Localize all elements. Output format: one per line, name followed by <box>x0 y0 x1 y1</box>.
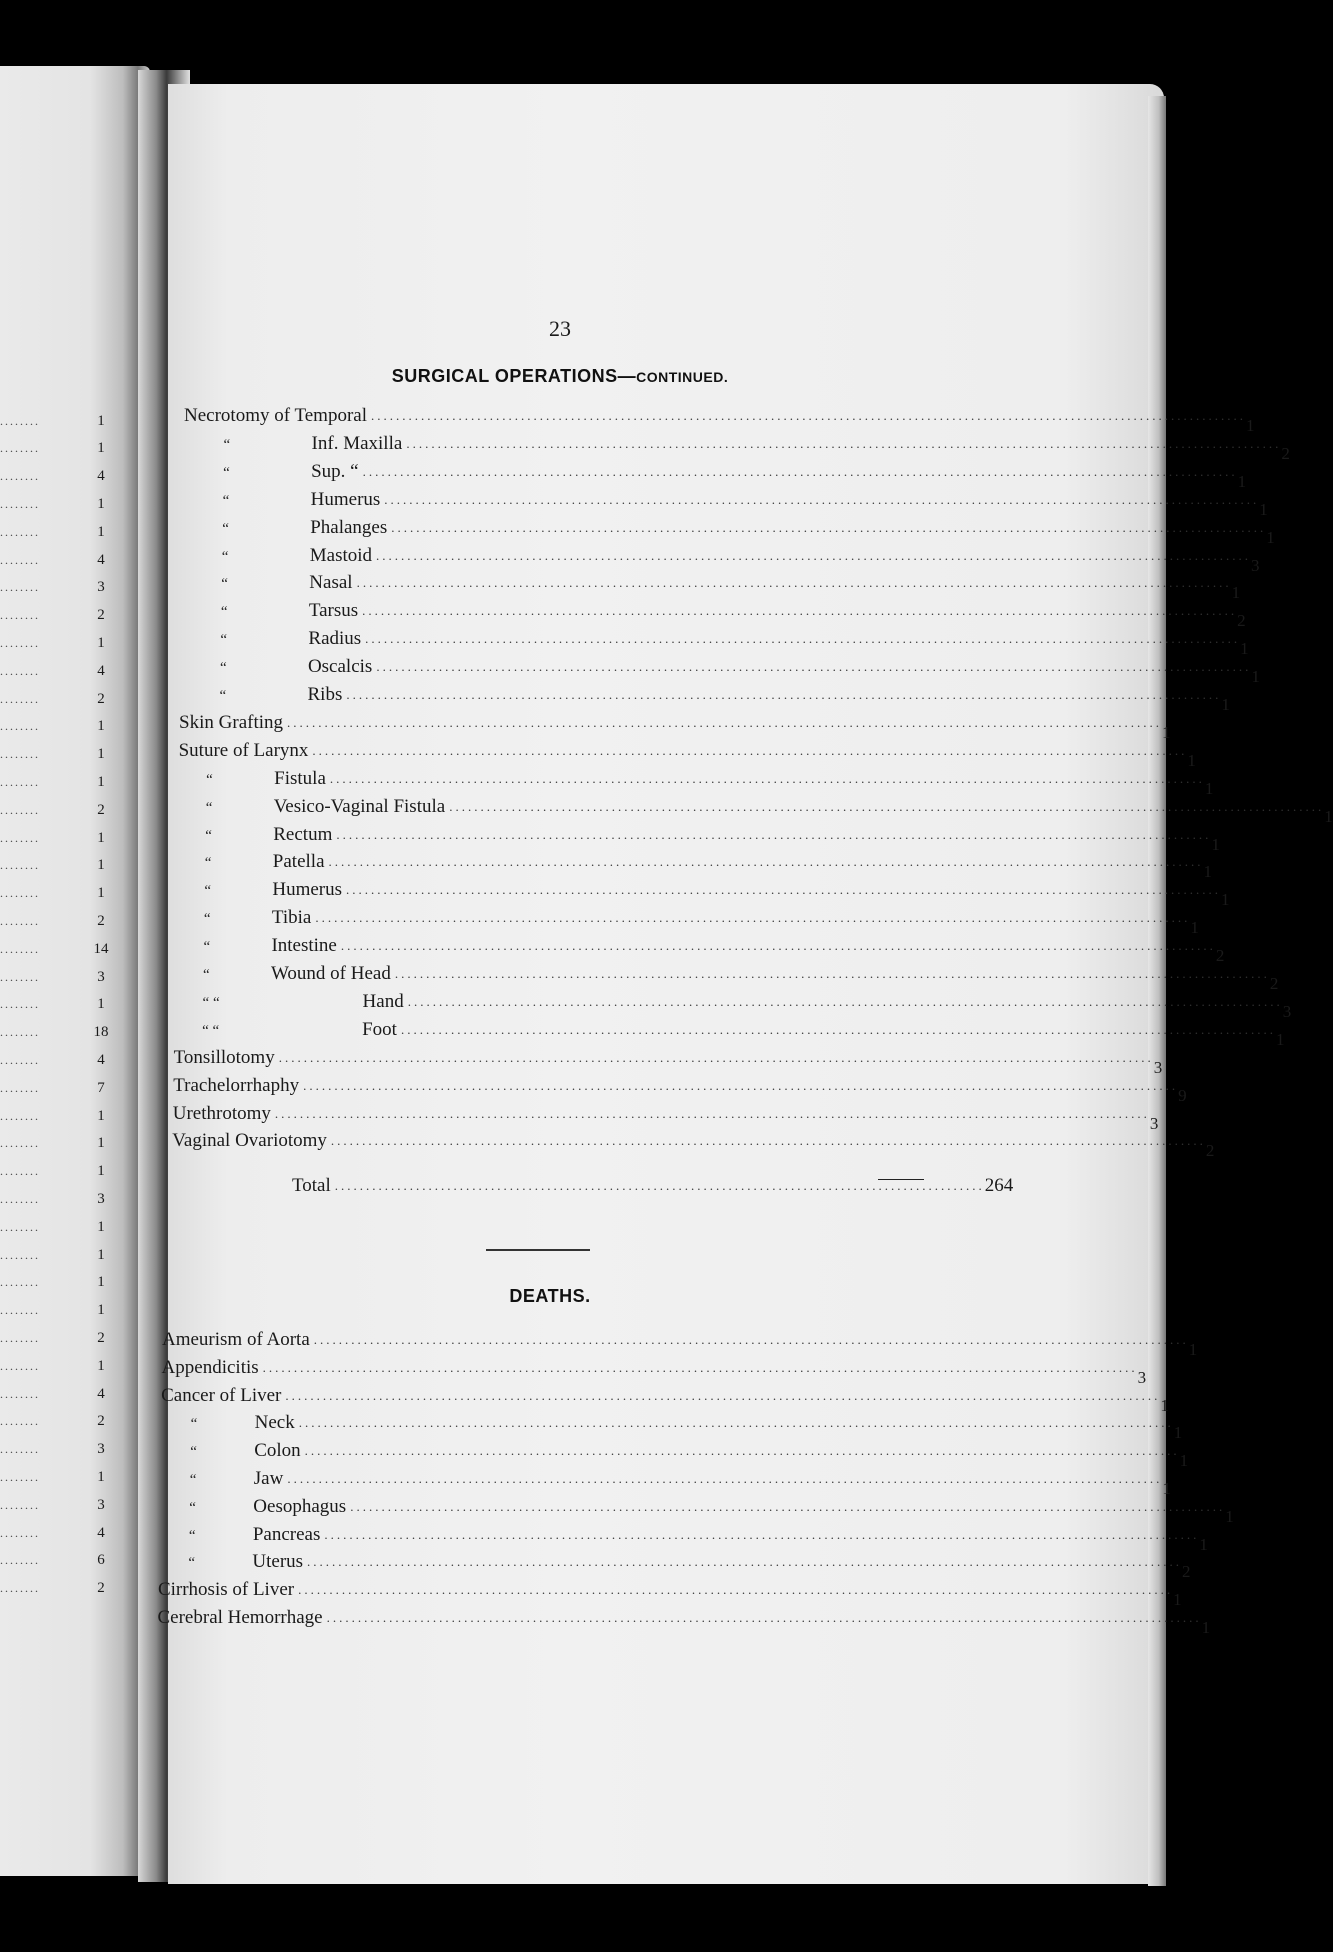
left-page-value: 1 <box>97 1468 105 1485</box>
list-item: “ Uterus ............................................................................................................................................ 2 <box>188 1551 1191 1582</box>
item-count: 1 <box>1188 1340 1198 1359</box>
leader-dots: ............................................................................................................................................ <box>274 1105 1150 1121</box>
leader-dots: ............................................................................................................................................ <box>298 1415 1174 1431</box>
leader-dots: ........ <box>0 1581 40 1596</box>
leader-dots: ............................................................................................................................................ <box>356 575 1232 591</box>
item-label: Neck <box>254 1412 295 1434</box>
leader-dots: ........ <box>0 496 40 511</box>
left-page-row <box>0 1133 112 1155</box>
left-page-value: 2 <box>97 1413 105 1430</box>
left-page-value: 1 <box>97 1246 105 1263</box>
item-label: Ameurism of Aorta <box>162 1329 310 1350</box>
page-number: 23 <box>549 316 571 341</box>
left-page-row <box>0 1522 112 1544</box>
list-item: “ Oscalcis ............................................................................................................................................ 1 <box>219 656 1260 687</box>
leader-dots: ........ <box>0 1136 40 1151</box>
list-item: “ Tarsus ............................................................................................................................................ 2 <box>220 600 1246 631</box>
item-count: 1 <box>1259 499 1268 519</box>
surgical-operations-heading <box>300 366 820 387</box>
leader-dots: ............................................................................................................................................ <box>407 993 1283 1009</box>
left-page-row <box>0 716 112 738</box>
item-count: 2 <box>1215 946 1225 966</box>
left-page-row <box>0 549 112 571</box>
list-item <box>178 733 1196 770</box>
left-page-value: 7 <box>97 1079 105 1096</box>
left-page-row <box>0 410 112 432</box>
left-page-value: 4 <box>97 1524 105 1541</box>
left-page-value: 1 <box>97 829 105 846</box>
leader-dots: ............................................................................................................................................ <box>285 1387 1161 1403</box>
leader-dots: ............................................................................................................................................ <box>376 547 1252 563</box>
leader-dots: ............................................................................................................................................ <box>362 463 1238 479</box>
left-page-row <box>0 1161 112 1183</box>
leader-dots: ........ <box>0 552 40 567</box>
left-page-row <box>0 938 112 960</box>
left-page-value: 1 <box>97 440 105 457</box>
leader-dots: ........ <box>0 1052 40 1067</box>
left-page-row <box>0 1077 112 1099</box>
list-item: “ Pancreas ............................................................................................................................................ 1 <box>188 1523 1208 1554</box>
item-count: 1 <box>1251 667 1260 687</box>
item-count: 1 <box>1237 471 1247 491</box>
list-item: “ Oesophagus ............................................................................................................................................ 1 <box>189 1495 1234 1526</box>
leader-dots: ........ <box>0 1525 40 1540</box>
leader-dots: ............................................................................................................................................ <box>406 435 1282 451</box>
item-label: Tarsus <box>308 600 359 622</box>
leader-dots: ............................................................................................................................................ <box>313 1332 1189 1347</box>
item-count: 3 <box>1153 1057 1163 1077</box>
leader-dots: ............................................................................................................................................ <box>376 659 1252 675</box>
leader-dots: ........ <box>0 913 40 928</box>
left-page-value: 4 <box>97 551 105 568</box>
leader-dots: ............................................................................................................................................ <box>330 1133 1206 1149</box>
item-label: Pancreas <box>252 1523 321 1545</box>
left-page-value: 2 <box>97 1329 105 1346</box>
left-page-value: 2 <box>97 912 105 929</box>
item-label: Wound of Head <box>271 963 391 984</box>
left-page-value: 1 <box>97 885 105 902</box>
item-label: Mastoid <box>309 544 373 566</box>
item-count: 1 <box>1201 1618 1211 1637</box>
leader-dots: ........ <box>0 1442 40 1457</box>
left-page-value: 1 <box>97 773 105 790</box>
item-count: 1 <box>1221 695 1230 714</box>
item-count: 1 <box>1275 1029 1285 1049</box>
leader-dots: ........ <box>0 1358 40 1373</box>
left-page-value: 4 <box>97 1051 105 1068</box>
item-count: 2 <box>1281 443 1290 463</box>
left-page-value: 3 <box>97 579 105 596</box>
item-label: Urethrotomy <box>172 1102 271 1124</box>
left-page-value: 14 <box>93 940 109 957</box>
item-label: Humerus <box>272 879 342 901</box>
total-label: Total <box>292 1175 331 1196</box>
list-item: “ Radius ............................................................................................................................................ 1 <box>220 628 1249 659</box>
item-count: 1 <box>1204 778 1214 798</box>
total-value: 264 <box>984 1175 1014 1196</box>
left-page-row <box>0 466 112 488</box>
leader-dots: ............................................................................................................................................ <box>362 603 1238 619</box>
left-page-value: 18 <box>93 1024 109 1041</box>
item-label: Vaginal Ovariotomy <box>172 1130 327 1152</box>
left-page-row <box>0 883 112 905</box>
leader-dots: ............................................................................................................................................ <box>346 882 1221 898</box>
left-page-row <box>0 744 112 766</box>
leader-dots: ........ <box>0 774 40 789</box>
item-label: Phalanges <box>310 516 388 538</box>
list-item <box>184 398 1255 435</box>
left-page-row <box>0 1411 112 1433</box>
item-count: 2 <box>1237 611 1246 631</box>
item-count: 1 <box>1162 1479 1171 1498</box>
leader-dots: ............................................................................................................................................ <box>336 826 1212 842</box>
left-page-value: 1 <box>97 1274 105 1291</box>
leader-dots: ........ <box>0 1108 40 1123</box>
list-item <box>172 1123 1215 1161</box>
list-item: “ Intestine ............................................................................................................................................ 2 <box>203 935 1225 966</box>
left-page-value: 4 <box>97 662 105 679</box>
leader-dots: ............................................................................................................................................ <box>346 687 1222 702</box>
item-label: Sup. “ <box>311 460 359 482</box>
left-page-value: 1 <box>97 495 105 512</box>
list-item: “ Rectum ............................................................................................................................................ 1 <box>205 823 1220 854</box>
item-label: Humerus <box>310 488 381 510</box>
item-count: 1 <box>1179 1451 1189 1471</box>
leader-dots: ............................................................................................................................................ <box>365 631 1241 647</box>
item-label: Hand <box>362 990 404 1012</box>
left-page-value: 1 <box>97 1302 105 1319</box>
item-count: 1 <box>1240 639 1249 659</box>
leader-dots: ............................................................................................................................................ <box>328 854 1204 870</box>
leader-dots: ........ <box>0 1219 40 1234</box>
item-count: 1 <box>1173 1423 1183 1443</box>
left-page-value: 1 <box>97 746 105 763</box>
left-page-row <box>0 1494 112 1516</box>
leader-dots: ............................................................................................................................................ <box>384 491 1260 507</box>
left-page-value: 1 <box>97 857 105 874</box>
leader-dots: ............................................................................................................................................ <box>324 1526 1200 1542</box>
leader-dots: ........ <box>0 997 40 1012</box>
leader-dots: ........ <box>0 719 40 734</box>
leader-dots: ........ <box>0 1080 40 1095</box>
list-item: “ Neck ............................................................................................................................................ 1 <box>190 1412 1183 1443</box>
list-item: “ Phalanges ............................................................................................................................................ 1 <box>222 516 1275 547</box>
list-item: “ Colon ............................................................................................................................................ 1 <box>190 1440 1189 1471</box>
leader-dots: ........ <box>0 1191 40 1206</box>
leader-dots: ............................................................................................................................................ <box>391 519 1267 535</box>
leader-dots: ............................................................................................................................................ <box>287 714 1163 730</box>
item-count: 1 <box>1199 1534 1208 1554</box>
item-label: Tibia <box>271 907 312 929</box>
item-count: 1 <box>1324 806 1333 826</box>
leader-dots: ............................................................................................................................................ <box>326 1610 1202 1625</box>
left-page-row <box>0 1439 112 1461</box>
item-count: 1 <box>1266 527 1275 547</box>
item-count: 1 <box>1246 416 1255 435</box>
item-label: Ribs <box>307 684 343 705</box>
list-item: “ Nasal ............................................................................................................................................ 1 <box>221 572 1241 603</box>
item-label: Vesico-Vaginal Fistula <box>273 795 446 817</box>
leader-dots: ............................................................................................................................................ <box>371 408 1246 423</box>
list-item <box>161 1378 1169 1415</box>
left-page-value: 1 <box>97 523 105 540</box>
left-page-row <box>0 521 112 543</box>
item-count: 1 <box>1211 834 1220 854</box>
item-count: 1 <box>1225 1506 1234 1526</box>
list-item: “ Jaw ............................................................................................................................................ 1 <box>189 1468 1171 1498</box>
left-page-row <box>0 1466 112 1488</box>
item-count: 1 <box>1203 862 1212 882</box>
item-label: Necrotomy of Temporal <box>184 405 367 426</box>
left-page-row <box>0 438 112 460</box>
list-item: “ Humerus ............................................................................................................................................ 1 <box>222 488 1268 519</box>
left-page-value: 1 <box>97 1218 105 1235</box>
leader-dots: ........ <box>0 469 40 484</box>
item-count: 1 <box>1162 722 1171 742</box>
list-item <box>172 1096 1159 1133</box>
leader-dots: ........ <box>0 1386 40 1401</box>
left-page-row <box>0 910 112 932</box>
list-item: “ Tibia ............................................................................................................................................ 1 <box>203 907 1199 938</box>
list-item <box>161 1350 1147 1387</box>
deaths-heading: DEATHS. <box>509 1286 591 1306</box>
leader-dots: ........ <box>0 747 40 762</box>
list-item: “ Mastoid ............................................................................................................................................ 3 <box>221 544 1260 575</box>
item-label: Inf. Maxilla <box>311 432 403 454</box>
left-page-value: 1 <box>97 1135 105 1152</box>
left-page-value: 4 <box>97 468 105 485</box>
leader-dots: ........ <box>0 830 40 845</box>
list-item: “ “ Hand ............................................................................................................................................ 3 <box>202 990 1292 1021</box>
leader-dots: ........................................................................................................ <box>334 1178 985 1193</box>
leader-dots: ........ <box>0 1247 40 1262</box>
leader-dots: ........ <box>0 858 40 873</box>
left-page-value: 1 <box>97 1163 105 1180</box>
list-item: “ Ribs ............................................................................................................................................ 1 <box>219 684 1230 714</box>
left-page-row <box>0 855 112 877</box>
leader-dots: ............................................................................................................................................ <box>287 1471 1163 1486</box>
leader-dots: ........ <box>0 886 40 901</box>
leader-dots: ............................................................................................................................................ <box>400 1021 1276 1037</box>
leader-dots: ............................................................................................................................................ <box>315 910 1191 926</box>
left-page-value: 2 <box>97 690 105 707</box>
left-page-value: 1 <box>97 996 105 1013</box>
leader-dots: ........ <box>0 413 40 428</box>
leader-dots: ........ <box>0 1303 40 1318</box>
left-page-value: 3 <box>97 1441 105 1458</box>
leader-dots: ........ <box>0 441 40 456</box>
leader-dots: ............................................................................................................................................ <box>329 770 1205 786</box>
left-page-value: 6 <box>97 1552 105 1569</box>
left-page-row <box>0 1272 112 1294</box>
left-page-value: 1 <box>97 634 105 651</box>
leader-dots: ........ <box>0 969 40 984</box>
leader-dots: ........ <box>0 635 40 650</box>
item-label: Foot <box>362 1018 397 1040</box>
left-page-row <box>0 799 112 821</box>
item-count: 3 <box>1282 1001 1292 1021</box>
item-label: Cerebral Hemorrhage <box>157 1607 323 1628</box>
leader-dots: ............................................................................................................................................ <box>449 798 1325 814</box>
list-item: “ “ Foot ............................................................................................................................................ 1 <box>202 1018 1285 1049</box>
left-page-row <box>0 1188 112 1210</box>
item-count: 3 <box>1137 1367 1147 1387</box>
leader-dots: ............................................................................................................................................ <box>304 1443 1180 1459</box>
list-item <box>173 1068 1187 1105</box>
list-item <box>162 1322 1198 1359</box>
list-item <box>179 705 1171 742</box>
left-page-row <box>0 966 112 988</box>
item-label: Skin Grafting <box>179 711 284 733</box>
list-item: “ Vesico-Vaginal Fistula ............................................................................................................................................ 1 <box>205 795 1333 826</box>
leader-dots: ........ <box>0 1164 40 1179</box>
item-label: Oscalcis <box>307 656 373 678</box>
left-page-value: 3 <box>97 1496 105 1513</box>
item-count: 1 <box>1187 750 1196 770</box>
item-label: Suture of Larynx <box>178 739 309 761</box>
item-count: 1 <box>1160 1395 1169 1415</box>
list-item: “ Inf. Maxilla ............................................................................................................................................ 2 <box>223 432 1290 463</box>
left-page-row <box>0 605 112 627</box>
heading-main: SURGICAL OPERATIONS— <box>391 366 637 386</box>
item-label: Cancer of Liver <box>161 1384 282 1406</box>
list-item: “ Sup. “ ............................................................................................................................................ 1 <box>223 460 1247 491</box>
left-page-value: 2 <box>97 607 105 624</box>
left-page-row <box>0 1383 112 1405</box>
left-page-row <box>0 1578 112 1600</box>
list-item <box>157 1600 1211 1637</box>
leader-dots: ........ <box>0 1497 40 1512</box>
item-label: Uterus <box>252 1551 304 1573</box>
section-divider <box>486 1249 590 1251</box>
left-page-row <box>0 493 112 515</box>
left-page-value: 2 <box>97 1580 105 1597</box>
item-label: Radius <box>308 628 362 650</box>
item-label: Cirrhosis of Liver <box>157 1579 295 1601</box>
leader-dots: ........ <box>0 608 40 623</box>
left-page-value: 2 <box>97 801 105 818</box>
item-count: 3 <box>1149 1113 1159 1133</box>
leader-dots: ............................................................................................................................................ <box>303 1077 1179 1093</box>
item-label: Appendicitis <box>161 1356 259 1378</box>
left-page-row <box>0 1049 112 1071</box>
item-count: 2 <box>1182 1562 1191 1582</box>
item-label: Oesophagus <box>253 1495 347 1517</box>
left-page-row <box>0 994 112 1016</box>
leader-dots: ........ <box>0 663 40 678</box>
item-label: Jaw <box>253 1468 284 1489</box>
item-label: Trachelorrhaphy <box>173 1074 300 1096</box>
leader-dots: ........ <box>0 524 40 539</box>
left-page-row <box>0 1105 112 1127</box>
leader-dots: ........ <box>0 1330 40 1345</box>
left-page-row <box>0 1244 112 1266</box>
left-page-value: 1 <box>97 412 105 429</box>
item-count: 2 <box>1269 974 1279 993</box>
leader-dots: ............................................................................................................................................ <box>394 966 1270 981</box>
list-item: “ Humerus ............................................................................................................................................ 1 <box>204 879 1230 910</box>
leader-dots: ............................................................................................................................................ <box>278 1049 1154 1065</box>
heading-continued: CONTINUED. <box>636 369 729 385</box>
item-count: 1 <box>1221 890 1230 910</box>
item-count: 2 <box>1205 1141 1215 1161</box>
leader-dots: ............................................................................................................................................ <box>262 1359 1138 1375</box>
left-page-row <box>0 660 112 682</box>
left-page-row <box>0 1327 112 1349</box>
leader-dots: ........ <box>0 1275 40 1290</box>
item-count: 3 <box>1251 555 1260 575</box>
item-count: 1 <box>1173 1590 1182 1610</box>
left-page-row <box>0 632 112 654</box>
left-page-value: 3 <box>97 1190 105 1207</box>
leader-dots: ............................................................................................................................................ <box>298 1582 1174 1598</box>
list-item: “ Fistula ............................................................................................................................................ 1 <box>206 767 1214 798</box>
left-page-row <box>0 771 112 793</box>
leader-dots: ........ <box>0 1414 40 1429</box>
leader-dots: ............................................................................................................................................ <box>312 742 1188 758</box>
item-label: Fistula <box>274 767 326 789</box>
item-label: Colon <box>254 1440 301 1462</box>
left-page-row <box>0 1300 112 1322</box>
leader-dots: ........ <box>0 691 40 706</box>
left-page-row <box>0 827 112 849</box>
item-label: Nasal <box>309 572 353 594</box>
item-label: Rectum <box>273 823 333 845</box>
item-label: Tonsillotomy <box>173 1046 275 1068</box>
left-page-row <box>0 688 112 710</box>
list-item <box>173 1040 1163 1077</box>
leader-dots: ........ <box>0 1025 40 1040</box>
leader-dots: ........ <box>0 802 40 817</box>
leader-dots: ........ <box>0 1553 40 1568</box>
item-count: 1 <box>1231 583 1241 603</box>
left-page-value: 4 <box>97 1385 105 1402</box>
left-page-row <box>0 577 112 599</box>
item-label: Intestine <box>271 935 337 957</box>
leader-dots: ........ <box>0 1469 40 1484</box>
list-item <box>157 1572 1182 1610</box>
left-page-row <box>0 1216 112 1238</box>
total-row <box>292 1168 1014 1196</box>
list-item: “ Patella ............................................................................................................................................ 1 <box>204 851 1212 882</box>
leader-dots: ........ <box>0 941 40 956</box>
list-item: “ Wound of Head ............................................................................................................................................ 2 <box>203 963 1279 993</box>
left-page-row <box>0 1022 112 1044</box>
leader-dots: ............................................................................................................................................ <box>340 938 1216 954</box>
left-page-value: 1 <box>97 1357 105 1374</box>
left-page-row <box>0 1355 112 1377</box>
left-page-value: 1 <box>97 718 105 735</box>
leader-dots: ............................................................................................................................................ <box>350 1498 1226 1514</box>
item-count: 1 <box>1190 918 1199 938</box>
left-page-row <box>0 1550 112 1572</box>
left-page-value: 3 <box>97 968 105 985</box>
leader-dots: ........ <box>0 580 40 595</box>
item-label: Patella <box>272 851 325 873</box>
leader-dots: ............................................................................................................................................ <box>307 1554 1183 1570</box>
left-page-value: 1 <box>97 1107 105 1124</box>
item-count: 9 <box>1178 1085 1187 1105</box>
